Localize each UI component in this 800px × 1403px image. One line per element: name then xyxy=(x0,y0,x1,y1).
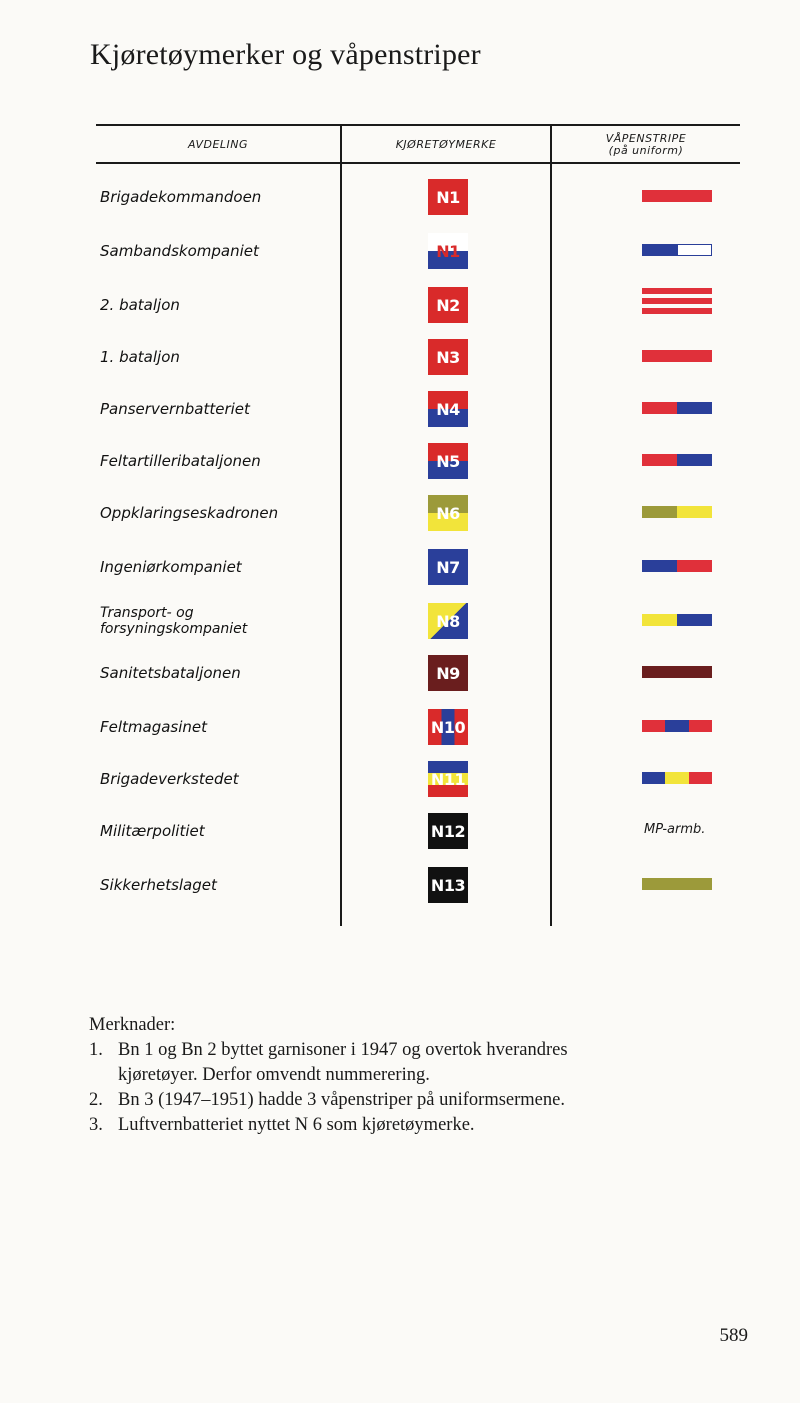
stripe-segment xyxy=(642,614,677,626)
note-item xyxy=(89,1038,729,1088)
weapon-stripe xyxy=(642,772,712,786)
stripe-segment xyxy=(642,402,677,414)
note-text: Luftvernbatteriet nyttet N 6 som kjøretøymerke. xyxy=(118,1115,475,1135)
header-unit: AVDELING xyxy=(187,138,249,151)
stripe-segment xyxy=(642,772,665,784)
stripe-segment xyxy=(677,560,712,572)
vehicle-mark-label: N7 xyxy=(436,557,460,577)
unit-name-line: forsyningskompaniet xyxy=(100,621,248,637)
stripe-segment xyxy=(642,308,712,314)
header-stripe xyxy=(552,130,740,160)
stripe-segment xyxy=(642,454,677,466)
weapon-stripe xyxy=(642,454,712,468)
stripe-segment xyxy=(642,350,712,362)
vehicle-mark-label: N11 xyxy=(430,769,466,789)
table-row xyxy=(96,486,740,540)
page-title: Kjøretøymerker og våpenstriper xyxy=(90,38,481,71)
table-row xyxy=(96,224,740,278)
unit-name: Oppklaringseskadronen xyxy=(100,503,279,522)
vehicle-mark-label: N13 xyxy=(430,875,466,895)
vehicle-mark xyxy=(428,179,468,215)
stripe-segment xyxy=(642,298,712,304)
vehicle-mark xyxy=(428,287,468,323)
vehicle-mark-label: N1 xyxy=(436,187,460,207)
unit-name: Sanitetsbataljonen xyxy=(100,663,241,682)
header-stripe-line2: (på uniform) xyxy=(608,144,684,157)
note-item xyxy=(89,1088,729,1113)
table-row xyxy=(96,278,740,332)
table-row xyxy=(96,434,740,488)
vehicle-mark-label: N12 xyxy=(430,821,466,841)
table-top-rule xyxy=(96,124,740,126)
note-number: 3. xyxy=(89,1115,103,1135)
stripe-segment xyxy=(665,772,688,784)
vehicle-mark xyxy=(428,655,468,691)
unit-name: Feltmagasinet xyxy=(100,717,208,736)
table-row xyxy=(96,804,740,858)
table-row xyxy=(96,330,740,384)
vehicle-mark xyxy=(428,761,468,797)
table-row xyxy=(96,858,740,912)
weapon-stripe xyxy=(642,244,712,258)
stripe-segment xyxy=(642,878,712,890)
vehicle-mark-label: N4 xyxy=(436,399,460,419)
unit-name: Ingeniørkompaniet xyxy=(100,557,242,576)
stripe-segment xyxy=(642,244,677,256)
unit-name-line: Transport- og xyxy=(100,605,194,621)
unit-name: 1. bataljon xyxy=(100,347,180,366)
weapon-stripe xyxy=(642,506,712,520)
stripe-segment xyxy=(689,772,712,784)
table-row xyxy=(96,700,740,754)
table-row xyxy=(96,752,740,806)
stripe-segment xyxy=(642,666,712,678)
vehicle-mark xyxy=(428,603,468,639)
note-item xyxy=(89,1113,729,1138)
vehicle-mark-label: N3 xyxy=(436,347,460,367)
weapon-stripe xyxy=(642,190,712,204)
unit-name: Sikkerhetslaget xyxy=(100,875,217,894)
header-stripe-line1: VÅPENSTRIPE xyxy=(605,132,687,145)
notes-heading: Merknader: xyxy=(89,1015,176,1035)
vehicle-mark-label: N10 xyxy=(430,717,466,737)
stripe-segment xyxy=(642,720,665,732)
weapon-stripe xyxy=(642,720,712,734)
page-number: 589 xyxy=(719,1325,748,1346)
stripe-segment xyxy=(665,720,688,732)
stripe-segment xyxy=(689,720,712,732)
stripe-segment xyxy=(677,506,712,518)
vehicle-mark xyxy=(428,813,468,849)
weapon-stripe xyxy=(642,298,712,312)
stripe-segment xyxy=(642,506,677,518)
vehicle-mark xyxy=(428,495,468,531)
weapon-stripe xyxy=(642,666,712,680)
weapon-stripe xyxy=(642,614,712,628)
stripe-text: MP-armb. xyxy=(644,822,706,837)
stripe-segment xyxy=(677,454,712,466)
header-vehicle-mark: KJØRETØYMERKE xyxy=(395,138,497,151)
unit-name xyxy=(100,594,336,648)
stripe-segment xyxy=(677,244,712,256)
note-number: 1. xyxy=(89,1040,103,1060)
note-text: Bn 1 og Bn 2 byttet garnisoner i 1947 og overtok hverandres xyxy=(118,1040,568,1060)
stripe-segment xyxy=(642,190,712,202)
weapon-stripe xyxy=(642,878,712,892)
stripe-segment xyxy=(677,614,712,626)
vehicle-mark xyxy=(428,391,468,427)
weapon-stripe xyxy=(642,350,712,364)
unit-name: Feltartilleribataljonen xyxy=(100,451,261,470)
table-row xyxy=(96,382,740,436)
vehicle-mark-label: N5 xyxy=(436,451,460,471)
unit-name: Sambandskompaniet xyxy=(100,241,259,260)
unit-name: Brigadekommandoen xyxy=(100,187,262,206)
note-text: kjøretøyer. Derfor omvendt nummerering. xyxy=(118,1065,430,1085)
table-header-rule xyxy=(96,162,740,164)
stripe-segment xyxy=(642,560,677,572)
vehicle-mark-label: N2 xyxy=(436,295,460,315)
vehicle-mark-label: N6 xyxy=(436,503,460,523)
unit-name: 2. bataljon xyxy=(100,295,180,314)
stripe-segment xyxy=(642,288,712,294)
vehicle-mark xyxy=(428,339,468,375)
unit-name: Militærpolitiet xyxy=(100,821,205,840)
notes-list xyxy=(89,1038,729,1138)
table-row xyxy=(96,540,740,594)
weapon-stripe xyxy=(642,560,712,574)
vehicle-mark xyxy=(428,709,468,745)
vehicle-mark xyxy=(428,549,468,585)
vehicle-mark-label: N8 xyxy=(436,611,460,631)
table-row xyxy=(96,646,740,700)
vehicle-mark-label: N1 xyxy=(436,241,460,261)
vehicle-mark xyxy=(428,443,468,479)
table-row xyxy=(96,170,740,224)
notes xyxy=(89,1013,729,1138)
vehicle-mark-label: N9 xyxy=(436,663,460,683)
note-text: Bn 3 (1947–1951) hadde 3 våpenstriper på uniformsermene. xyxy=(118,1090,565,1110)
unit-name: Panservernbatteriet xyxy=(100,399,250,418)
note-number: 2. xyxy=(89,1090,103,1110)
vehicle-mark xyxy=(428,233,468,269)
vehicle-mark xyxy=(428,867,468,903)
weapon-stripe xyxy=(642,402,712,416)
unit-name: Brigadeverkstedet xyxy=(100,769,239,788)
stripe-segment xyxy=(677,402,712,414)
table-row xyxy=(96,594,740,648)
